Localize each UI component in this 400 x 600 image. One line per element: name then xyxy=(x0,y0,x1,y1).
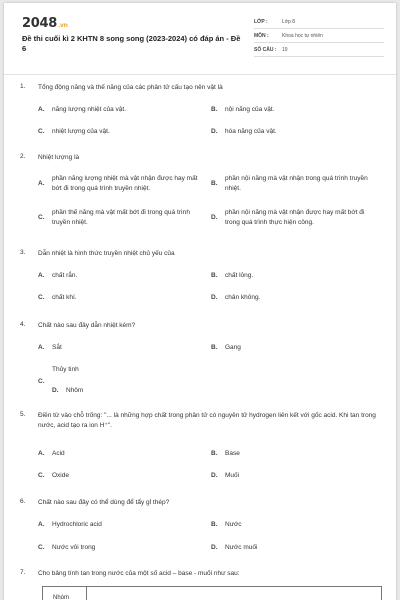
option-text: Nhôm xyxy=(66,387,84,394)
meta-row-subject xyxy=(254,29,384,43)
table-header-cell: Nhóm xyxy=(43,587,87,600)
option-c[interactable] xyxy=(38,127,198,137)
option-b[interactable] xyxy=(211,105,371,115)
option-text: Muối xyxy=(225,472,240,479)
option-letter: A. xyxy=(38,272,45,279)
option-d[interactable] xyxy=(211,471,371,481)
question-number: 4. xyxy=(20,321,26,328)
option-d[interactable] xyxy=(211,293,371,303)
option-text: Sắt xyxy=(52,344,62,351)
option-text: Gang xyxy=(225,344,241,351)
option-text: Acid xyxy=(52,450,65,457)
question-stem: Tổng động năng và thế năng của các phân tử cấu tạo nên vật là xyxy=(38,84,223,91)
page-header xyxy=(4,3,396,67)
option-letter: D. xyxy=(211,214,218,221)
logo-text: 2048 xyxy=(22,16,57,31)
option-a[interactable] xyxy=(38,105,198,115)
meta-value: Khoa học tự nhiên xyxy=(282,32,323,39)
option-text: Thủy tinh xyxy=(52,366,79,373)
option-text: nhiệt lượng của vật. xyxy=(52,128,110,135)
option-text: phần thế năng mà vật mất bớt đi trong quá trình truyền nhiệt. xyxy=(52,209,190,226)
option-letter: D. xyxy=(211,128,218,135)
question-stem: Chất nào sau đây có thể dùng để tẩy gỉ thép? xyxy=(38,499,170,506)
question-number: 5. xyxy=(20,411,26,418)
option-letter: A. xyxy=(38,521,45,528)
option-text: hóa năng của vật. xyxy=(225,128,277,135)
question-stem: Chất nào sau đây dẫn nhiệt kém? xyxy=(38,322,136,329)
option-letter: C. xyxy=(38,544,45,551)
solubility-table xyxy=(42,586,382,600)
option-text: chất lỏng. xyxy=(225,272,254,279)
option-letter: C. xyxy=(38,378,45,385)
option-c[interactable] xyxy=(38,543,198,553)
option-letter: A. xyxy=(38,344,45,351)
option-letter: B. xyxy=(211,180,218,187)
option-b[interactable] xyxy=(211,271,371,281)
option-b[interactable] xyxy=(211,174,381,194)
header-divider xyxy=(4,74,396,75)
option-letter: C. xyxy=(38,214,45,221)
option-a[interactable] xyxy=(38,174,208,194)
option-c[interactable] xyxy=(38,471,198,481)
option-text: năng lượng nhiệt của vật. xyxy=(52,106,127,113)
exam-page xyxy=(4,3,396,600)
question-number: 3. xyxy=(20,249,26,256)
option-letter: B. xyxy=(211,272,218,279)
option-a[interactable] xyxy=(38,343,198,353)
question-stem: Dẫn nhiệt là hình thức truyền nhiệt chủ yếu của xyxy=(38,250,175,257)
option-d[interactable] xyxy=(38,386,198,396)
option-a[interactable] xyxy=(38,449,198,459)
option-b[interactable] xyxy=(211,520,371,530)
question-number: 6. xyxy=(20,498,26,505)
option-text: Nước muối xyxy=(225,544,258,551)
option-text: nội năng của vật. xyxy=(225,106,275,113)
document-title: Đề thi cuối kì 2 KHTN 8 song song (2023-2024) có đáp án - Đề 6 xyxy=(22,34,241,53)
question-number: 2. xyxy=(20,153,26,160)
option-letter: C. xyxy=(38,128,45,135)
option-letter: C. xyxy=(38,294,45,301)
question-stem: Cho bảng tính tan trong nước của một số acid – base - muối như sau: xyxy=(38,570,240,577)
option-a[interactable] xyxy=(38,520,198,530)
option-b[interactable] xyxy=(211,343,371,353)
option-letter: B. xyxy=(211,106,218,113)
meta-row-count xyxy=(254,43,384,57)
option-text: Nước vôi trong xyxy=(52,544,96,551)
exam-meta xyxy=(254,15,384,57)
meta-value: Lớp 8 xyxy=(282,18,296,25)
question-number: 1. xyxy=(20,83,26,90)
option-a[interactable] xyxy=(38,271,198,281)
option-letter: B. xyxy=(211,344,218,351)
option-letter: A. xyxy=(38,450,45,457)
option-text: Oxide xyxy=(52,472,69,479)
option-letter: C. xyxy=(38,472,45,479)
option-text: chất rắn. xyxy=(52,272,78,279)
option-c[interactable] xyxy=(38,293,198,303)
option-text: Base xyxy=(225,450,240,457)
option-d[interactable] xyxy=(211,208,381,228)
meta-key: MÔN : xyxy=(254,32,269,39)
site-logo[interactable] xyxy=(22,16,68,31)
meta-key: LỚP : xyxy=(254,18,268,25)
option-b[interactable] xyxy=(211,449,371,459)
meta-key: SỐ CÂU : xyxy=(254,46,277,53)
option-letter: B. xyxy=(211,521,218,528)
option-letter: D. xyxy=(211,544,218,551)
option-text: chất khí. xyxy=(52,294,77,301)
option-d[interactable] xyxy=(211,543,371,553)
question-number: 7. xyxy=(20,569,26,576)
option-c[interactable] xyxy=(38,208,208,228)
option-letter: A. xyxy=(38,106,45,113)
option-text: phần nội năng mà vật nhận được hay mất bớt đi trong quá trình thực hiện công. xyxy=(225,209,365,226)
option-c[interactable] xyxy=(38,365,198,385)
option-letter: B. xyxy=(211,450,218,457)
option-letter: D. xyxy=(211,294,218,301)
option-letter: D. xyxy=(211,472,218,479)
option-d[interactable] xyxy=(211,127,371,137)
option-text: chân không. xyxy=(225,294,261,301)
question-stem: Điền từ vào chỗ trống: "... là những hợp chất trong phân tử có nguyên tử hydrogen liên kết với gốc acid. Khi tan trong nước, acid tạo ra ion H⁺". xyxy=(38,412,376,429)
option-text: Nước xyxy=(225,521,242,528)
logo-suffix: .vn xyxy=(57,22,68,29)
meta-value: 19 xyxy=(282,46,288,53)
option-letter: A. xyxy=(38,180,45,187)
option-letter: D. xyxy=(52,387,59,394)
meta-row-class xyxy=(254,15,384,29)
question-stem: Nhiệt lượng là xyxy=(38,154,80,161)
option-text: Hydrochloric acid xyxy=(52,521,102,528)
option-text: phần năng lượng nhiệt mà vật nhận được hay mất bớt đi trong quá trình truyền nhiệt. xyxy=(52,175,198,192)
option-text: phần nội năng mà vật nhận trong quá trình truyền nhiệt. xyxy=(225,175,368,192)
